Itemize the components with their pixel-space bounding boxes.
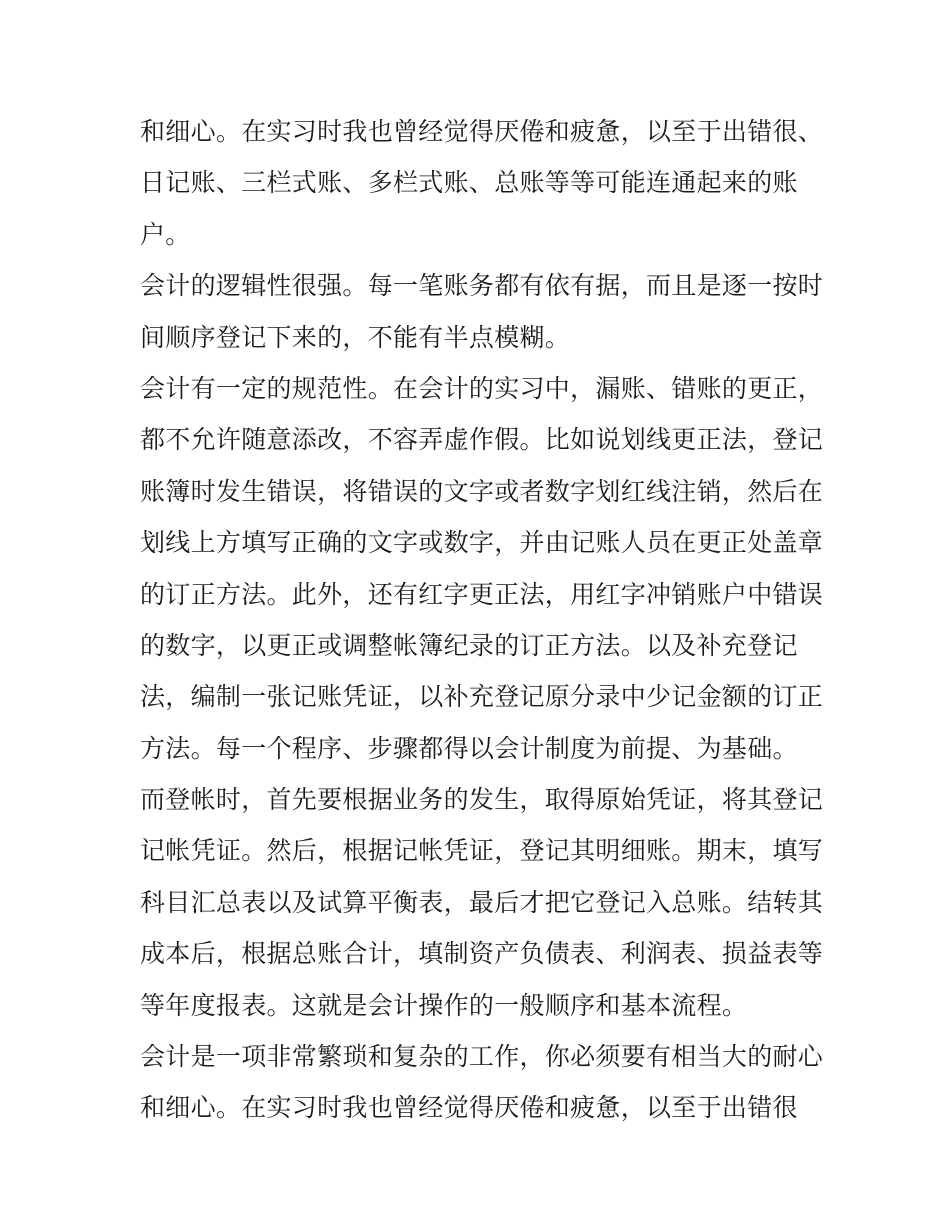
text-line: 会计的逻辑性很强。每一笔账务都有依有据，而且是逐一按时 (140, 271, 824, 301)
text-line: 都不允许随意添改，不容弄虚作假。比如说划线更正法，登记 (140, 425, 824, 455)
text-line: 法，编制一张记账凭证，以补充登记原分录中少记金额的订正 (140, 682, 824, 712)
text-line: 间顺序登记下来的，不能有半点模糊。 (140, 322, 571, 352)
text-line: 会计有一定的规范性。在会计的实习中，漏账、错账的更正， (140, 373, 824, 403)
text-line: 账簿时发生错误，将错误的文字或者数字划红线注销，然后在 (140, 476, 824, 506)
text-line: 划线上方填写正确的文字或数字，并由记账人员在更正处盖章 (140, 528, 824, 558)
text-line: 会计是一项非常繁琐和复杂的工作，你必须要有相当大的耐心 (140, 1042, 824, 1072)
document-body (140, 106, 824, 1134)
text-line: 成本后，根据总账合计，填制资产负债表、利润表、损益表等 (140, 939, 824, 969)
text-line: 方法。每一个程序、步骤都得以会计制度为前提、为基础。 (140, 733, 798, 763)
text-line: 科目汇总表以及试算平衡表，最后才把它登记入总账。结转其 (140, 887, 824, 917)
text-line: 日记账、三栏式账、多栏式账、总账等等可能连通起来的账 (140, 168, 798, 198)
text-line: 而登帐时，首先要根据业务的发生，取得原始凭证，将其登记 (140, 785, 824, 815)
text-line: 记帐凭证。然后，根据记帐凭证，登记其明细账。期末，填写 (140, 836, 824, 866)
text-line: 户。 (140, 219, 191, 249)
text-line: 的数字，以更正或调整帐簿纪录的订正方法。以及补充登记 (140, 630, 798, 660)
text-line: 和细心。在实习时我也曾经觉得厌倦和疲惫，以至于出错很、 (140, 117, 824, 146)
text-line: 等年度报表。这就是会计操作的一般顺序和基本流程。 (140, 990, 748, 1020)
text-line: 的订正方法。此外，还有红字更正法，用红字冲销账户中错误 (140, 579, 824, 609)
text-line: 和细心。在实习时我也曾经觉得厌倦和疲惫，以至于出错很 (140, 1093, 798, 1123)
